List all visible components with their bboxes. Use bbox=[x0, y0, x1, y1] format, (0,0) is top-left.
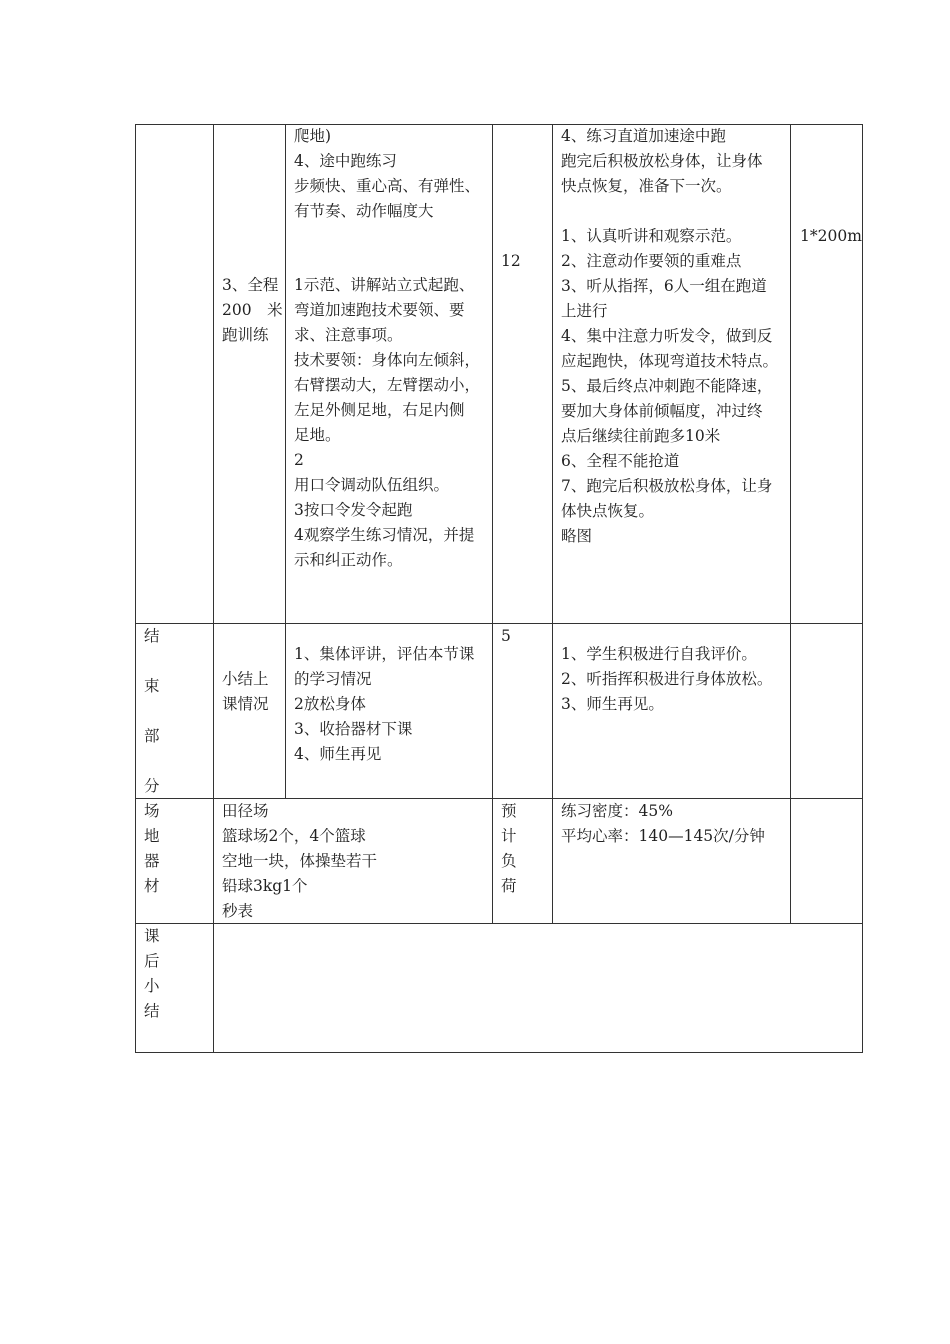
end-time: 5 bbox=[501, 627, 511, 645]
summary-label-char: 小 bbox=[144, 977, 160, 995]
end-item-cell bbox=[222, 667, 269, 717]
students-line: 要加大身体前倾幅度，冲过终 bbox=[561, 402, 763, 420]
equipment-label-char: 器 bbox=[144, 852, 160, 870]
content-line: 4、途中跑练习 bbox=[294, 152, 397, 170]
end-part-char: 结 bbox=[144, 627, 160, 645]
training-time-cell bbox=[501, 249, 521, 274]
end-students-cell bbox=[561, 642, 772, 717]
students-line: 点后继续往前跑多10米 bbox=[561, 427, 721, 445]
students-line: 4、集中注意力听发令，做到反 bbox=[561, 327, 773, 345]
end-item-line: 小结上 bbox=[222, 670, 269, 688]
table-row-divider bbox=[135, 623, 863, 624]
content-line: 2 bbox=[294, 451, 304, 469]
table-col-divider bbox=[492, 124, 493, 924]
average-heart-rate: 平均心率：140—145次/分钟 bbox=[561, 827, 765, 845]
content-line: 弯道加速跑技术要领、要 bbox=[294, 301, 465, 319]
content-line: 的学习情况 bbox=[294, 670, 372, 688]
table-col-divider bbox=[552, 124, 553, 924]
equipment-item: 田径场 bbox=[222, 802, 269, 820]
practice-density: 练习密度：45% bbox=[561, 802, 673, 820]
students-line: 1、学生积极进行自我评价。 bbox=[561, 645, 757, 663]
students-line: 3、听从指挥，6人一组在跑道 bbox=[561, 277, 767, 295]
summary-label bbox=[144, 924, 160, 1024]
equipment-label-char: 场 bbox=[144, 802, 160, 820]
end-part-char: 部 bbox=[144, 727, 160, 745]
equipment-label-char: 地 bbox=[144, 827, 160, 845]
end-time-cell bbox=[501, 624, 511, 649]
students-line: 快点恢复，准备下一次。 bbox=[561, 177, 732, 195]
content-line: 1示范、讲解站立式起跑、 bbox=[294, 276, 475, 294]
training-item-line: 3、全程 bbox=[222, 276, 279, 294]
content-line: 左足外侧足地，右足内侧 bbox=[294, 401, 465, 419]
content-line: 3按口令发令起跑 bbox=[294, 501, 413, 519]
load-label-char: 负 bbox=[501, 852, 517, 870]
load-label-char: 荷 bbox=[501, 877, 517, 895]
training-item-line: 200 米 bbox=[222, 301, 283, 319]
equipment-item: 铅球3kg1个 bbox=[222, 877, 308, 895]
content-line: 示和纠正动作。 bbox=[294, 551, 403, 569]
training-content-top bbox=[294, 124, 480, 224]
summary-label-char: 课 bbox=[144, 927, 160, 945]
content-line: 右臂摆动大，左臂摆动小， bbox=[294, 376, 481, 394]
content-line: 足地。 bbox=[294, 426, 341, 444]
content-line: 爬地) bbox=[294, 127, 332, 145]
content-line: 4观察学生练习情况，并提 bbox=[294, 526, 475, 544]
end-content-cell bbox=[294, 642, 474, 767]
students-line: 7、跑完后积极放松身体，让身 bbox=[561, 477, 773, 495]
content-line: 2放松身体 bbox=[294, 695, 366, 713]
equipment-item: 秒表 bbox=[222, 902, 254, 920]
load-label bbox=[501, 799, 517, 899]
content-line: 有节奏、动作幅度大 bbox=[294, 202, 434, 220]
training-load-cell bbox=[800, 224, 862, 249]
students-line: 3、师生再见。 bbox=[561, 695, 664, 713]
students-line: 5、最后终点冲刺跑不能降速， bbox=[561, 377, 773, 395]
training-time: 12 bbox=[501, 252, 521, 270]
summary-label-char: 后 bbox=[144, 952, 160, 970]
end-item-line: 课情况 bbox=[222, 695, 269, 713]
students-line: 体快点恢复。 bbox=[561, 502, 655, 520]
table-col-divider bbox=[790, 124, 791, 924]
training-item-line: 跑训练 bbox=[222, 326, 269, 344]
students-line: 2、听指挥积极进行身体放松。 bbox=[561, 670, 773, 688]
content-line: 3、收拾器材下课 bbox=[294, 720, 413, 738]
summary-label-char: 结 bbox=[144, 1002, 160, 1020]
load-label-char: 预 bbox=[501, 802, 517, 820]
training-students-top bbox=[561, 124, 763, 199]
table-border-bottom bbox=[135, 1052, 863, 1053]
content-line: 步频快、重心高、有弹性、 bbox=[294, 177, 481, 195]
content-line: 1、集体评讲，评估本节课 bbox=[294, 645, 475, 663]
end-part-label bbox=[144, 611, 160, 811]
training-load: 1*200m bbox=[800, 227, 862, 245]
training-students-main bbox=[561, 224, 778, 549]
equipment-label-char: 材 bbox=[144, 877, 160, 895]
students-line: 1、认真听讲和观察示范。 bbox=[561, 227, 742, 245]
students-line: 6、全程不能抢道 bbox=[561, 452, 680, 470]
end-part-char: 分 bbox=[144, 777, 160, 795]
students-line: 2、注意动作要领的重难点 bbox=[561, 252, 742, 270]
content-line: 求、注意事项。 bbox=[294, 326, 403, 344]
end-part-char: 束 bbox=[144, 677, 160, 695]
students-line: 上进行 bbox=[561, 302, 608, 320]
load-label-char: 计 bbox=[501, 827, 517, 845]
table-border-left bbox=[135, 124, 136, 1053]
content-line: 技术要领：身体向左倾斜， bbox=[294, 351, 481, 369]
load-values-cell bbox=[561, 799, 765, 849]
table-border-right bbox=[862, 124, 863, 1053]
students-line: 跑完后积极放松身体，让身体 bbox=[561, 152, 763, 170]
equipment-item: 篮球场2个，4个篮球 bbox=[222, 827, 366, 845]
equipment-items-cell bbox=[222, 799, 377, 924]
equipment-label bbox=[144, 799, 160, 899]
training-item-cell bbox=[222, 273, 283, 348]
training-content-main bbox=[294, 273, 480, 573]
content-line: 用口令调动队伍组织。 bbox=[294, 476, 450, 494]
students-line: 应起跑快，体现弯道技术特点。 bbox=[561, 352, 779, 370]
students-line: 4、练习直道加速途中跑 bbox=[561, 127, 726, 145]
table-col-divider bbox=[213, 124, 214, 1053]
students-line: 略图 bbox=[561, 527, 593, 545]
equipment-item: 空地一块，体操垫若干 bbox=[222, 852, 378, 870]
table-col-divider bbox=[285, 124, 286, 799]
content-line: 4、师生再见 bbox=[294, 745, 382, 763]
